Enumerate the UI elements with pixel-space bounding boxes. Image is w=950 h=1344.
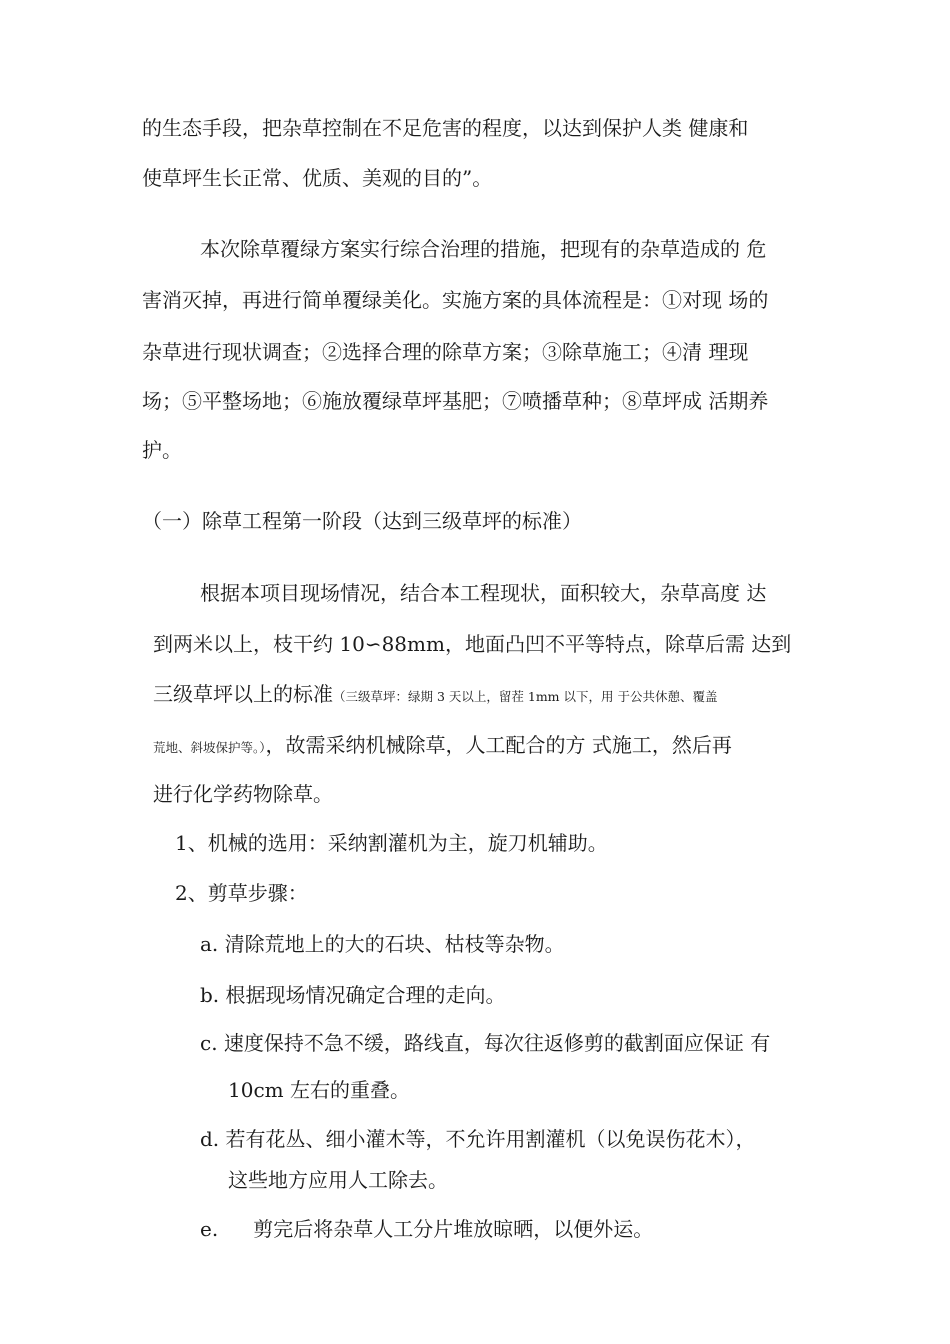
plan-line-2: 害消灭掉，再进行简单覆绿美化。实施方案的具体流程是：①对现 场的 — [142, 288, 769, 312]
section-paragraph-line-1: 根据本项目现场情况，结合本工程现状，面积较大，杂草高度 达 — [200, 581, 767, 605]
plan-line-5: 护。 — [142, 438, 182, 462]
section-paragraph-line-5: 进行化学药物除草。 — [153, 782, 333, 806]
section-paragraph-line-4 — [153, 732, 732, 761]
step-c-line-2: 10cm 左右的重叠。 — [228, 1078, 410, 1102]
plan-line-4: 场；⑤平整场地；⑥施放覆绿草坪基肥；⑦喷播草种；⑧草坪成 活期养 — [142, 389, 769, 413]
plan-line-1: 本次除草覆绿方案实行综合治理的措施，把现有的杂草造成的 危 — [200, 237, 767, 261]
paragraph-continuation: ，故需采纳机械除草，人工配合的方 式施工，然后再 — [265, 733, 732, 757]
plan-line-3: 杂草进行现状调查；②选择合理的除草方案；③除草施工；④清 理现 — [142, 340, 749, 364]
section-paragraph-line-3 — [153, 681, 717, 710]
section-paragraph-line-2: 到两米以上，枝干约 10∽88mm，地面凸凹不平等特点，除草后需 达到 — [153, 632, 792, 656]
step-c-line-1: c. 速度保持不急不缓，路线直，每次往返修剪的截割面应保证 有 — [200, 1031, 771, 1055]
step-e-text: 剪完后将杂草人工分片堆放晾晒，以便外运。 — [253, 1217, 654, 1241]
intro-line-2: 使草坪生长正常、优质、美观的目的”。 — [142, 166, 493, 190]
step-a: a. 清除荒地上的大的石块、枯枝等杂物。 — [200, 932, 565, 956]
step-d-line-2: 这些地方应用人工除去。 — [228, 1168, 448, 1192]
list-item-2: 2、剪草步骤： — [175, 881, 308, 905]
section-heading: （一）除草工程第一阶段（达到三级草坪的标准） — [142, 509, 582, 533]
step-e-marker: e. — [200, 1217, 219, 1241]
standard-text: 三级草坪以上的标准 — [153, 682, 333, 706]
footnote-line-2: 荒地、斜坡保护等。） — [153, 740, 266, 755]
step-d-line-1: d. 若有花丛、细小灌木等，不允许用割灌机（以免误伤花木）， — [200, 1127, 756, 1151]
step-b: b. 根据现场情况确定合理的走向。 — [200, 983, 506, 1007]
footnote-line-1: （三级草坪：绿期 3 天以上，留茬 1mm 以下，用 于公共休憩、覆盖 — [333, 689, 718, 704]
step-e — [200, 1216, 653, 1242]
list-item-1: 1、机械的选用：采纳割灌机为主，旋刀机辅助。 — [175, 831, 608, 855]
intro-line-1: 的生态手段，把杂草控制在不足危害的程度，以达到保护人类 健康和 — [142, 116, 749, 140]
